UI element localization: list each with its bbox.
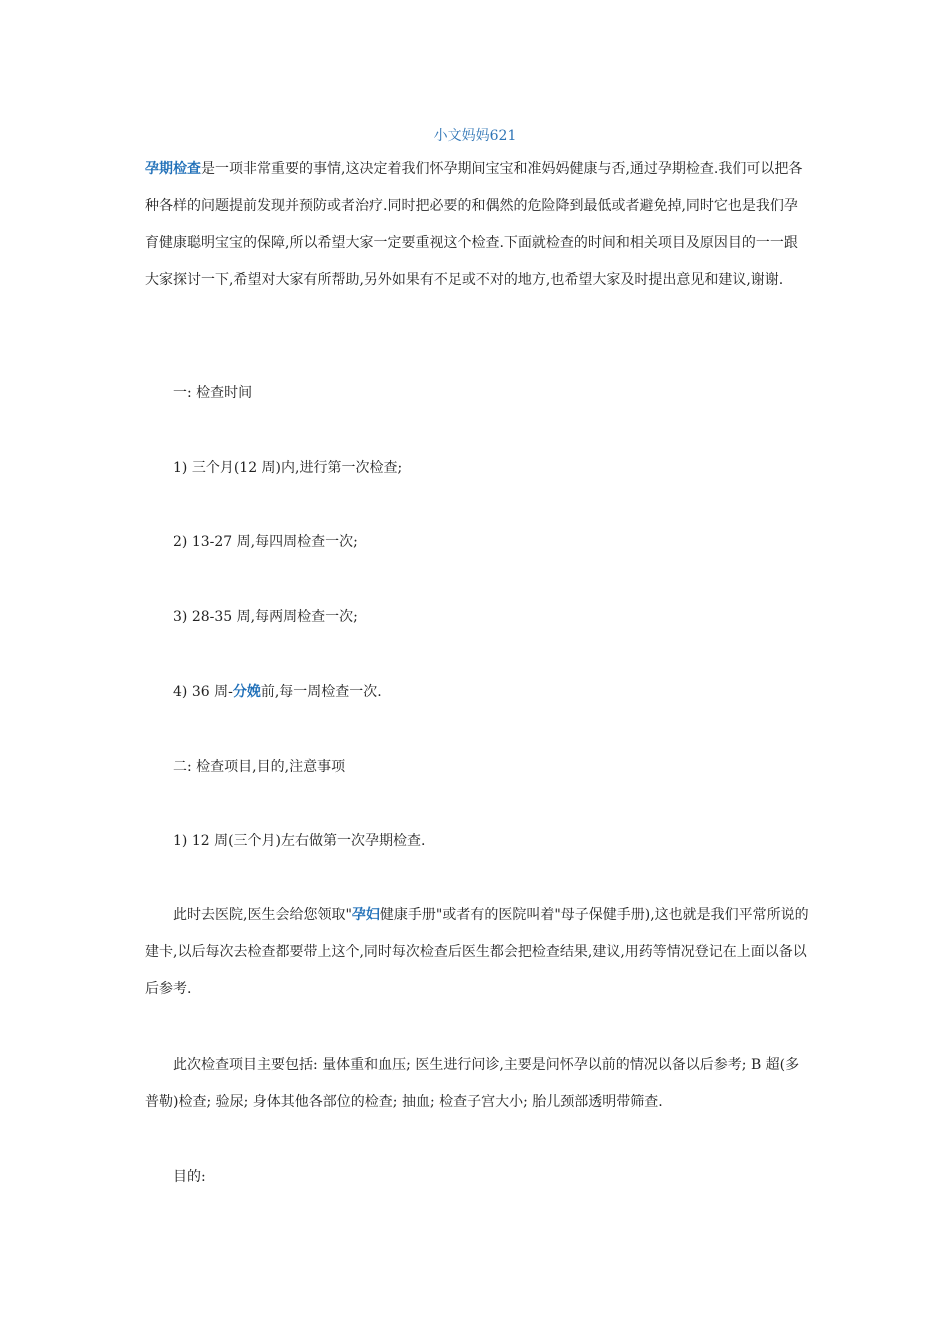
section1-heading: 一: 检查时间	[173, 385, 253, 401]
keyword-link-delivery[interactable]: 分娩	[232, 684, 261, 700]
schedule-item-4-prefix: 4) 36 周-	[173, 684, 233, 700]
keyword-link-prenatal-check[interactable]: 孕期检查	[145, 161, 201, 177]
section2-heading: 二: 检查项目,目的,注意事项	[173, 759, 346, 775]
booklet-text-prefix: 此时去医院,医生会给您领取"	[173, 907, 352, 923]
check-items-paragraph: 此次检查项目主要包括: 量体重和血压; 医生进行问诊,主要是问怀孕以前的情况以备以后参考; B 超(多普勒)检查; 验尿; 身体其他各部位的检查; 抽血; 检查子宫大小; 胎儿颈部透明带筛查.	[145, 1057, 800, 1110]
keyword-link-pregnant-woman[interactable]: 孕妇	[351, 907, 380, 923]
document-title: 小文妈妈621	[433, 128, 517, 144]
intro-paragraph	[145, 151, 810, 299]
check-item-1: 1) 12 周(三个月)左右做第一次孕期检查.	[173, 833, 426, 849]
booklet-text-suffix: 健康手册"或者有的医院叫着"母子保健手册),这也就是我们平常所说的建卡,以后每次去检查都要带上这个,同时每次检查后医生都会把检查结果,建议,用药等情况登记在上面以备以后参考.	[145, 907, 809, 997]
schedule-item-4	[173, 681, 803, 703]
purpose-label: 目的:	[173, 1169, 206, 1185]
schedule-item-2: 2) 13-27 周,每四周检查一次;	[173, 534, 358, 550]
schedule-item-4-suffix: 前,每一周检查一次.	[260, 684, 382, 700]
schedule-item-1: 1) 三个月(12 周)内,进行第一次检查;	[173, 460, 403, 476]
booklet-paragraph	[145, 897, 810, 1008]
intro-text: 是一项非常重要的事情,这决定着我们怀孕期间宝宝和准妈妈健康与否,通过孕期检查.我们可以把各种各样的问题提前发现并预防或者治疗.同时把必要的和偶然的危险降到最低或者避免掉,同时它也是我们孕育健康聪明宝宝的保障,所以希望大家一定要重视这个检查.下面就检查的时间和相关项目及原因目的一一跟大家探讨一下,希望对大家有所帮助,另外如果有不足或不对的地方,也希望大家及时提出意见和建议,谢谢.	[145, 161, 803, 288]
schedule-item-3: 3) 28-35 周,每两周检查一次;	[173, 609, 358, 625]
